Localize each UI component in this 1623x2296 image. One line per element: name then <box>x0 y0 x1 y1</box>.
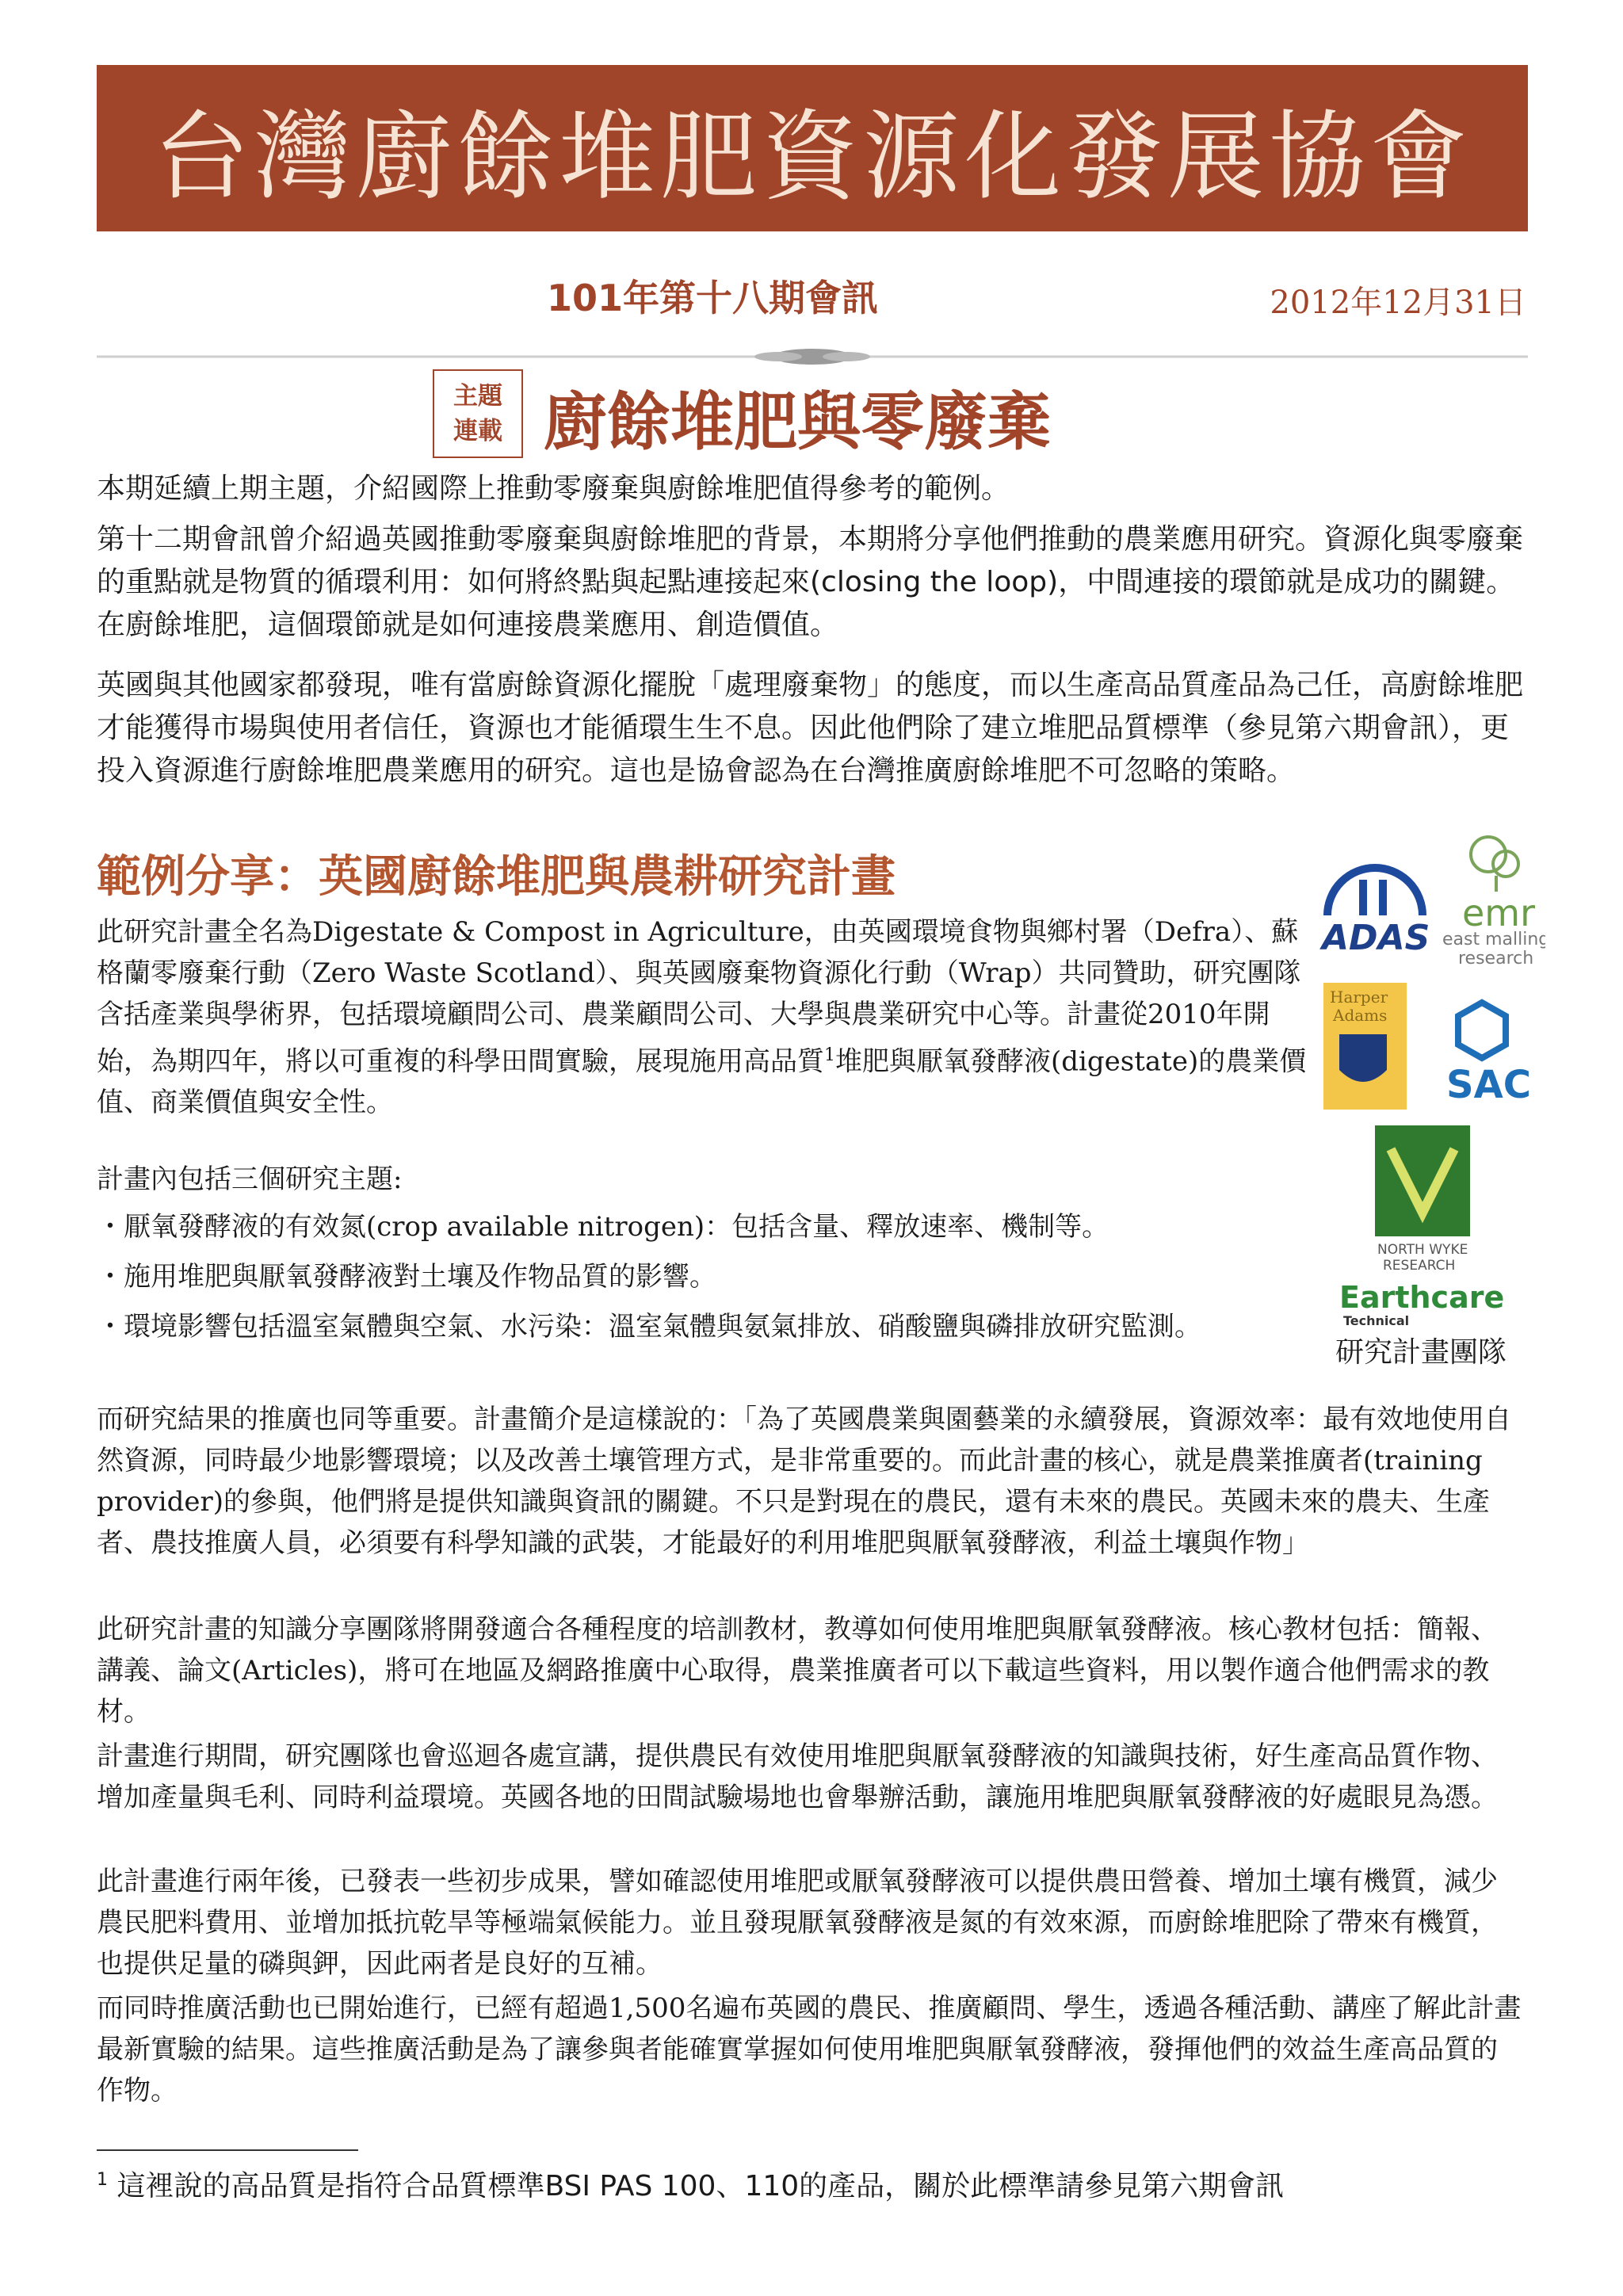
footnote-mark: 1 <box>97 2170 108 2190</box>
harper-text-2: Adams <box>1333 1006 1388 1025</box>
topic-tag <box>433 369 523 458</box>
earthcare-logo <box>1339 1280 1504 1328</box>
logos-graphic <box>1316 832 1545 1387</box>
intro-paragraph-3: 英國與其他國家都發現，唯有當廚餘資源化擺脫「處理廢棄物」的態度，而以生產高品質產品為己任，高廚餘堆肥才能獲得市場與使用者信任，資源也才能循環生生不息。因此他們除了建立堆肥品質標準（參見第六期會訊），更投入資源進行廚餘堆肥農業應用的研究。這也是協會認為在台灣推廣廚餘堆肥不可忽略的策略。 <box>97 669 1524 787</box>
project-paragraph-b: 堆肥與厭氧發酵液(digestate)的農業價值、商業價值與安全性。 <box>97 1045 1307 1119</box>
body-paragraph-3: 計畫進行期間，研究團隊也會巡迴各處宣講，提供農民有效使用堆肥與厭氧發酵液的知識與技術，好生產高品質作物、增加產量與毛利、同時利益環境。英國各地的田間試驗場地也會舉辦活動，讓施用堆肥與厭氧發酵液的好處眼見為憑。 <box>97 1740 1498 1813</box>
theme-item-3: ・環境影響包括溫室氣體與空氣、水污染：溫室氣體與氨氣排放、硝酸鹽與磷排放研究監測。 <box>97 1311 1201 1343</box>
body-paragraph-5: 而同時推廣活動也已開始進行，已經有超過1,500名遍布英國的農民、推廣顧問、學生，透過各種活動、講座了解此計畫最新實驗的結果。這些推廣活動是為了讓參與者能確實掌握如何使用堆肥與厭氧發酵液，發揮他們的效益生產高品質的作物。 <box>97 1992 1522 2107</box>
footnote-ref: 1 <box>824 1045 835 1065</box>
emr-text: emr <box>1462 892 1536 934</box>
theme-item-2: ・施用堆肥與厭氧發酵液對土壤及作物品質的影響。 <box>97 1261 716 1293</box>
section-heading: 範例分享：英國廚餘堆肥與農耕研究計畫 <box>97 851 896 903</box>
ornamental-divider <box>97 341 1528 372</box>
topic-tag-line1: 主題 <box>453 382 502 411</box>
north-wyke-logo <box>1375 1125 1470 1274</box>
north-wyke-text-2: RESEARCH <box>1383 1258 1456 1274</box>
org-title: 台灣廚餘堆肥資源化發展協會 <box>153 100 1472 213</box>
team-label: 研究計畫團隊 <box>1335 1336 1507 1369</box>
intro-paragraph-2: 第十二期會訊曾介紹過英國推動零廢棄與廚餘堆肥的背景，本期將分享他們推動的農業應用研究。資源化與零廢棄的重點就是物質的循環利用：如何將終點與起點連接起來(closing the loop)，中間連接的環節就是成功的關鍵。在廚餘堆肥，這個環節就是如何連接農業應用、創造價值。 <box>97 523 1524 641</box>
theme-item-1: ・厭氧發酵液的有效氮(crop available nitrogen)：包括含量、釋放速率、機制等。 <box>97 1211 1109 1243</box>
emr-sub2: research <box>1458 949 1534 968</box>
body-paragraph-1: 而研究結果的推廣也同等重要。計畫簡介是這樣說的：「為了英國農業與園藝業的永續發展，資源效率：最有效地使用自然資源，同時最少地影響環境；以及改善土壤管理方式，是非常重要的。而此計畫的核心，就是農業推廣者(training provider)的參與，他們將是提供知識與資訊的關鍵。不只是對現在的農民，還有未來的農民。英國未來的農夫、生產者、農技推廣人員，必須要有科學知識的武裝，才能最好的利用堆肥與厭氧發酵液，利益土壤與作物」 <box>97 1404 1511 1559</box>
sac-logo <box>1446 1003 1531 1107</box>
intro-paragraph-1: 本期延續上期主題，介紹國際上推動零廢棄與廚餘堆肥值得參考的範例。 <box>97 472 1010 505</box>
earthcare-sub: Technical <box>1343 1313 1410 1328</box>
north-wyke-text-1: NORTH WYKE <box>1377 1242 1468 1258</box>
harper-adams-logo <box>1323 983 1407 1110</box>
topic-title: 廚餘堆肥與零廢棄 <box>544 385 1051 459</box>
header-banner <box>97 65 1528 231</box>
emr-sub1: east malling <box>1442 930 1545 949</box>
footnote <box>97 2164 1284 2204</box>
earthcare-text: Earthcare <box>1339 1280 1505 1315</box>
emr-logo <box>1442 837 1545 968</box>
themes-intro: 計畫內包括三個研究主題: <box>97 1163 403 1195</box>
team-logos <box>1316 832 1545 1387</box>
footnote-text: 這裡說的高品質是指符合品質標準BSI PAS 100、110的產品，關於此標準請參見第六期會訊 <box>108 2170 1285 2202</box>
harper-text-1: Harper <box>1330 988 1388 1007</box>
project-paragraph <box>97 911 1309 1123</box>
issue-label: 101年第十八期會訊 <box>547 277 879 319</box>
adas-logo <box>1319 868 1430 958</box>
body-paragraph-4: 此計畫進行兩年後，已發表一些初步成果，譬如確認使用堆肥或厭氧發酵液可以提供農田營養、增加土壤有機質，減少農民肥料費用、並增加抵抗乾旱等極端氣候能力。並且發現厭氧發酵液是氮的有效來源，而廚餘堆肥除了帶來有機質，也提供足量的磷與鉀，因此兩者是良好的互補。 <box>97 1866 1498 1980</box>
footnote-rule <box>97 2149 358 2151</box>
adas-text: ADAS <box>1322 918 1430 958</box>
topic-tag-line2: 連載 <box>453 417 502 445</box>
project-paragraph-a: 此研究計畫全名為Digestate & Compost in Agriculture，由英國環境食物與鄉村署（Defra）、蘇格蘭零廢棄行動（Zero Waste Scotland）、與英國廢棄物資源化行動（Wrap）共同贊助，研究團隊含括產業與學術界，包括環境顧問公司、農業顧問公司、大學與農業研究中心等。計畫從2010年開始，為期四年，將以可重複的科學田間實驗，展現施用高品質 <box>97 916 1301 1078</box>
issue-date: 2012年12月31日 <box>1270 285 1526 321</box>
sac-text: SAC <box>1446 1063 1531 1107</box>
body-paragraph-2: 此研究計畫的知識分享團隊將開發適合各種程度的培訓教材，教導如何使用堆肥與厭氧發酵液。核心教材包括：簡報、講義、論文(Articles)，將可在地區及網路推廣中心取得，農業推廣者可以下載這些資料，用以製作適合他們需求的教材。 <box>97 1614 1498 1728</box>
